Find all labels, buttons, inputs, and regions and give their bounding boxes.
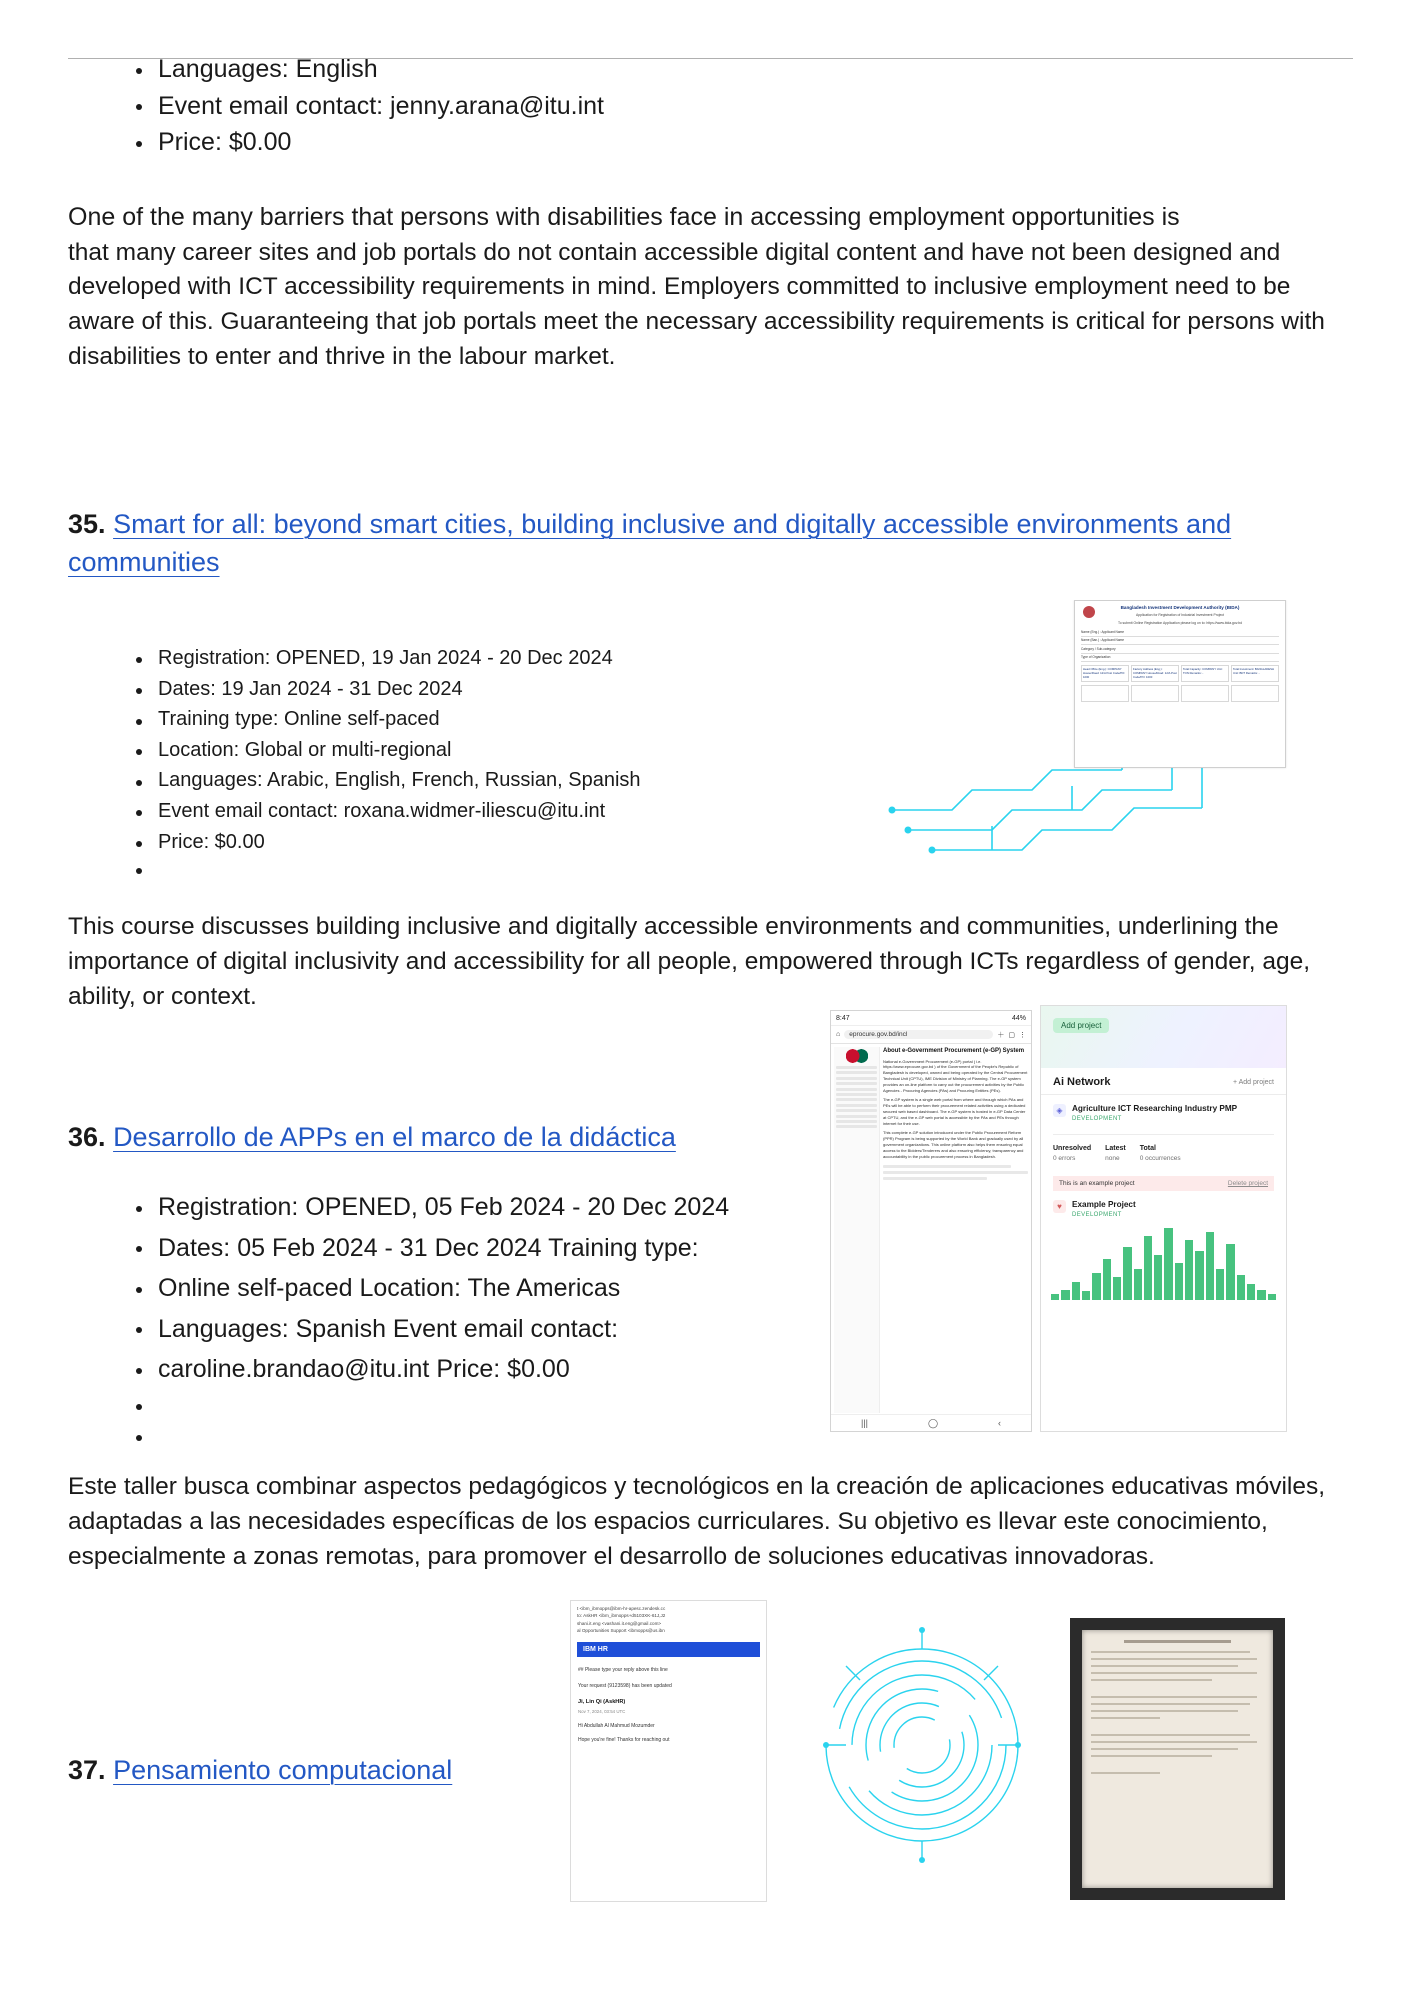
text-line (883, 1165, 1011, 1168)
intro-paragraph (68, 200, 1358, 375)
sidebar-line (836, 1120, 877, 1123)
bida-form-row (1081, 645, 1279, 653)
reply-note: ## Please type your reply above this line (578, 1667, 668, 1674)
bida-form-cell: Head Office (Eng.): COMPANY House/Road: 12/A Post Code/PO: 1000 (1081, 665, 1129, 682)
chart-bars (1051, 1228, 1276, 1300)
entry-35-heading (68, 505, 1298, 582)
chart-bar (1134, 1269, 1142, 1300)
bida-form-cell (1231, 685, 1279, 702)
list-item: Registration: OPENED, 05 Feb 2024 - 20 Dec 2024 (132, 1190, 832, 1225)
bida-form-cell: Total Investment: BANGLADESH Unit: BDT Remarks: - (1231, 665, 1279, 682)
stat-value: 0 occurrences (1139, 1155, 1181, 1162)
egp-heading: About e-Government Procurement (e-GP) System (883, 1048, 1025, 1054)
egp-paragraph-2: The e-GP system is a single web portal from where and through which PAs and PEs will be able to perform their procurement related activities using a dedicated secured web based dashboard. The e-GP system is hosted in e-GP Data Center at CPTU, and the e-GP web portal is accessible by the PAs and PEs through internet for their use. (883, 1097, 1026, 1126)
chart-bar (1144, 1236, 1152, 1300)
list-item: Event email contact: roxana.widmer-iliescu@itu.int (132, 798, 872, 826)
sheet-line (1091, 1651, 1250, 1653)
chart-bar (1051, 1294, 1059, 1300)
sidebar-line (836, 1082, 877, 1085)
sheet-line (1091, 1755, 1212, 1757)
chart-bar (1123, 1247, 1131, 1300)
stat-total (1140, 1145, 1181, 1162)
chart-bar (1257, 1290, 1265, 1300)
list-item: Training type: Online self-paced (132, 706, 872, 734)
stat-unresolved (1053, 1145, 1091, 1162)
egp-paragraph-1: National e-Government Procurement (e-GP) portal ( i.e. https://www.eprocure.gov.bd ) of the Government of the People's Republic of Bangladesh is developed, owned and being operated by the Central Procurement Technical Unit (CPTU), IME Division of Ministry of Planning. The e-GP system provides an on-line platform to carry out the procurement activities by the Public Agencies - Procuring Agencies (PAs) and Procuring Entities (PEs). (883, 1058, 1028, 1093)
dashboard-title: Ai Network (1053, 1076, 1111, 1088)
bida-form-cell (1181, 685, 1229, 702)
bangladesh-logo-icon (846, 1049, 868, 1063)
project-row[interactable] (1041, 1095, 1286, 1126)
list-item: Price: $0.00 (132, 829, 872, 857)
menu-icon[interactable]: ⋮ (1019, 1031, 1026, 1039)
example-project-status: DEVELOPMENT (1072, 1212, 1122, 1218)
chart-bar (1061, 1290, 1069, 1300)
project-name: Agriculture ICT Researching Industry PMP (1072, 1104, 1238, 1113)
chart-bar (1082, 1291, 1090, 1300)
list-item: Dates: 05 Feb 2024 - 31 Dec 2024 Training type: (132, 1231, 832, 1266)
email-greeting: Hi Abdullah Al Mahmud Mozumder (578, 1723, 655, 1730)
top-details-list (132, 52, 604, 162)
example-project-note (1053, 1176, 1274, 1191)
chart-bar (1237, 1275, 1245, 1300)
stat-value: none (1105, 1155, 1120, 1162)
bida-form-cell (1081, 685, 1129, 702)
list-item: Registration: OPENED, 19 Jan 2024 - 20 Dec 2024 (132, 645, 872, 673)
sidebar-line (836, 1125, 877, 1128)
chart-bar (1103, 1259, 1111, 1300)
egp-paragraph-3: This complete e-GP solution introduced under the Public Procurement Reform (PPR) Program is being supported by the World Bank and gradually used by all government organizations. This online platform also helps them ensuring equal access to the Bidders/Tenderers and also ensuring efficiency, transparency and accountability in the public procurement process in Bangladesh. (883, 1130, 1024, 1159)
sidebar-line (836, 1109, 877, 1112)
sidebar-line (836, 1071, 877, 1074)
bida-form-row-text: Category / Sub-category (1081, 646, 1116, 651)
stat-label: Total (1139, 1145, 1156, 1152)
list-item: Languages: Arabic, English, French, Russian, Spanish (132, 767, 872, 795)
chart-bar (1268, 1294, 1276, 1300)
stat-label: Unresolved (1053, 1145, 1092, 1152)
chart-bar (1226, 1244, 1234, 1300)
home-icon[interactable]: ⌂ (836, 1031, 841, 1038)
figure-ibm-hr-email (570, 1600, 767, 1902)
sheet-line (1091, 1734, 1250, 1736)
entry-35-description: This course discusses building inclusive and digitally accessible environments and communities, underlining the importance of digital inclusivity and accessibility for all people, empowered through ICTs regardless of gender, age, ability, or context. (68, 913, 1310, 1010)
bida-form-note: To submit Online Registration Application please log on to: https://www.bida.gov.bd (1118, 621, 1242, 625)
concentric-circuit-rings (820, 1620, 1025, 1870)
site-main-column (883, 1047, 1028, 1413)
chart-bar (1247, 1284, 1255, 1300)
chart-bar (1206, 1232, 1214, 1300)
tabs-icon[interactable]: ▢ (1008, 1031, 1015, 1039)
email-header-line: shani.it.eng <vashani.it.eng@gmail.com> (577, 1620, 662, 1626)
sheet-line (1091, 1703, 1250, 1705)
email-header-line: to: AskHR <ibm_ibmopps+d5103XK-61J,J2 (577, 1613, 666, 1619)
phone-status-bar (831, 1011, 1031, 1026)
email-message: Hope you're fine! Thanks for reaching out (578, 1736, 670, 1743)
text-line (883, 1177, 987, 1180)
sheet-line (1091, 1741, 1257, 1743)
android-nav-bar[interactable] (831, 1414, 1031, 1431)
bida-form-cell: Total Capacity: COMPANY Unit: TON Remarks: - (1181, 665, 1229, 682)
text-line (883, 1171, 1028, 1174)
bida-form-subtitle: Application for Registration of Industrial Investment Project (1135, 612, 1224, 617)
entry-37-number: 37. (68, 1755, 106, 1785)
sidebar-line (836, 1077, 877, 1080)
sheet-heading-line (1124, 1640, 1231, 1643)
list-item: caroline.brandao@itu.int Price: $0.00 (132, 1352, 832, 1387)
figure-ai-network-dashboard (1040, 1005, 1287, 1432)
intro-paragraph-body: that many career sites and job portals do not contain accessible digital content and have not been designed and developed with ICT accessibility requirements in mind. Employers committed to inclusive employment need to be aware of this. Guaranteeing that job portals meet the necessary accessibility requirements is critical for persons with disabilities to enter and thrive in the labour market. (68, 238, 1325, 370)
list-item: Location: Global or multi-regional (132, 737, 872, 765)
sidebar-line (836, 1115, 877, 1118)
stat-value: 0 errors (1053, 1155, 1076, 1162)
entry-35-number: 35. (68, 509, 106, 539)
list-item (132, 1424, 832, 1449)
stat-label: Latest (1105, 1145, 1126, 1152)
bida-form-cell: Factory Address (Eng.): COMPANY House/Road: 12/A Post Code/PO: 1000 (1131, 665, 1179, 682)
chart-bar (1154, 1255, 1162, 1300)
bida-form-row (1081, 637, 1279, 645)
list-item: Languages: Spanish Event email contact: (132, 1312, 832, 1347)
sheet-signature-line (1091, 1772, 1160, 1774)
entry-36-description: Este taller busca combinar aspectos pedagógicos y tecnológicos en la creación de aplicaciones educativas móviles, adaptadas a las necesidades específicas de los espacios curriculares. Su objetivo es llevar este conocimiento, especialmente a zonas remotas, para promover el desarrollo de soluciones educativas innovadoras. (68, 1473, 1326, 1570)
sheet-line (1091, 1696, 1257, 1698)
add-project-link[interactable]: + Add project (1232, 1078, 1274, 1086)
browser-url-bar[interactable] (831, 1026, 1031, 1044)
site-sidebar (834, 1047, 880, 1413)
entry-36-title-link[interactable]: Desarrollo de APPs en el marco de la didáctica (113, 1122, 676, 1152)
email-header-line: al Opportunities Support <ibmopps@us.ibn (577, 1628, 665, 1634)
bida-form-row-text: Type of Organization (1081, 654, 1111, 659)
sheet-line (1091, 1672, 1257, 1674)
chart-bar (1072, 1282, 1080, 1301)
chart-bar (1164, 1228, 1172, 1300)
list-item (132, 1393, 832, 1418)
email-headers (571, 1601, 766, 1638)
status-time: 8:47 (836, 1014, 850, 1022)
stat-latest (1105, 1145, 1126, 1162)
figure-bida-form-circuit (872, 600, 1292, 865)
list-item: Online self-paced Location: The Americas (132, 1271, 832, 1306)
sidebar-line (836, 1066, 877, 1069)
ibm-hr-brand: IBM HR (577, 1642, 760, 1657)
example-project-name: Example Project (1072, 1200, 1136, 1209)
handwritten-sheet (1082, 1630, 1273, 1888)
bida-form-row-text: Name (Eng.) : Applicant Name (1081, 630, 1125, 635)
sidebar-line (836, 1098, 877, 1101)
chart-bar (1185, 1240, 1193, 1300)
back-icon[interactable]: ‹ (998, 1418, 1002, 1428)
recents-icon[interactable]: ||| (860, 1418, 868, 1428)
email-timestamp: Nov 7, 2024, 03:54 UTC (578, 1709, 626, 1714)
chart-bar (1092, 1273, 1100, 1300)
project-icon: ◈ (1053, 1104, 1066, 1117)
chart-bar (1113, 1277, 1121, 1300)
new-tab-icon[interactable]: ＋ (997, 1031, 1005, 1039)
figure-egp-phone-screenshot (830, 1010, 1032, 1432)
entry-35-title-link[interactable]: Smart for all: beyond smart cities, building inclusive and digitally accessible environments and communities (68, 509, 1232, 578)
list-item: Price: $0.00 (132, 125, 604, 160)
sidebar-line (836, 1093, 877, 1096)
sheet-line (1091, 1658, 1257, 1660)
bida-form-row (1081, 629, 1279, 637)
dashboard-header (1041, 1068, 1286, 1095)
sheet-line (1091, 1665, 1238, 1667)
agent-name: Ji, Lin Qi (AskHR) (578, 1699, 626, 1706)
bida-form-cell (1131, 685, 1179, 702)
sheet-line (1091, 1710, 1238, 1712)
bida-form-row (1081, 654, 1279, 662)
intro-paragraph-first-line: One of the many barriers that persons with disabilities face in accessing employment opportunities is (68, 203, 1180, 231)
status-battery: 44% (1011, 1014, 1026, 1022)
email-body (571, 1661, 766, 1750)
figure-cyan-rings-graphic (820, 1620, 1025, 1870)
sheet-line (1091, 1748, 1238, 1750)
add-project-button[interactable]: Add project (1053, 1018, 1109, 1033)
seal-icon (1083, 606, 1095, 618)
bida-form-row-text: Name (Ban.) : Applicant Name (1081, 638, 1125, 643)
list-item: Event email contact: jenny.arana@itu.int (132, 89, 604, 124)
list-item: Languages: English (132, 52, 604, 87)
figure-handwritten-document-photo (1070, 1618, 1285, 1900)
bida-form-cells-2 (1081, 685, 1279, 702)
chart-bar (1195, 1251, 1203, 1300)
divider (1053, 1134, 1274, 1135)
bida-form-cells (1081, 665, 1279, 682)
list-item: Dates: 19 Jan 2024 - 31 Dec 2024 (132, 676, 872, 704)
chart-bar (1175, 1263, 1183, 1300)
project-status: DEVELOPMENT (1072, 1116, 1122, 1122)
sheet-line (1091, 1679, 1212, 1681)
chart-bar (1216, 1269, 1224, 1300)
entry-35-details-list (132, 645, 872, 859)
occurrences-chart (1041, 1222, 1286, 1300)
sheet-line (1091, 1717, 1160, 1719)
entry-36-number: 36. (68, 1122, 106, 1152)
dashboard-hero (1041, 1006, 1286, 1068)
example-project-row[interactable] (1041, 1191, 1286, 1222)
delete-project-link[interactable]: Delete project (1227, 1180, 1268, 1187)
bida-form-title: Bangladesh Investment Development Authority (BIDA) (1120, 605, 1240, 610)
example-note-text: This is an example project (1059, 1180, 1135, 1187)
url-text[interactable]: eprocure.gov.bd/incl (844, 1030, 993, 1039)
sidebar-line (836, 1088, 877, 1091)
entry-37-title-link[interactable]: Pensamiento computacional (113, 1755, 453, 1785)
request-line: Your request (9123598) has been updated (578, 1682, 672, 1689)
project-stats (1041, 1143, 1286, 1172)
bida-form-document (1074, 600, 1286, 768)
example-project-icon: ♥ (1053, 1200, 1066, 1213)
email-header-line: t <ibm_ibmopps@ibm-hr-apesc.zendesk.cc (577, 1606, 666, 1611)
home-circle-icon[interactable]: ◯ (927, 1417, 939, 1428)
sidebar-line (836, 1104, 877, 1107)
entry-36-details-list (132, 1190, 832, 1455)
page-content (831, 1044, 1031, 1416)
